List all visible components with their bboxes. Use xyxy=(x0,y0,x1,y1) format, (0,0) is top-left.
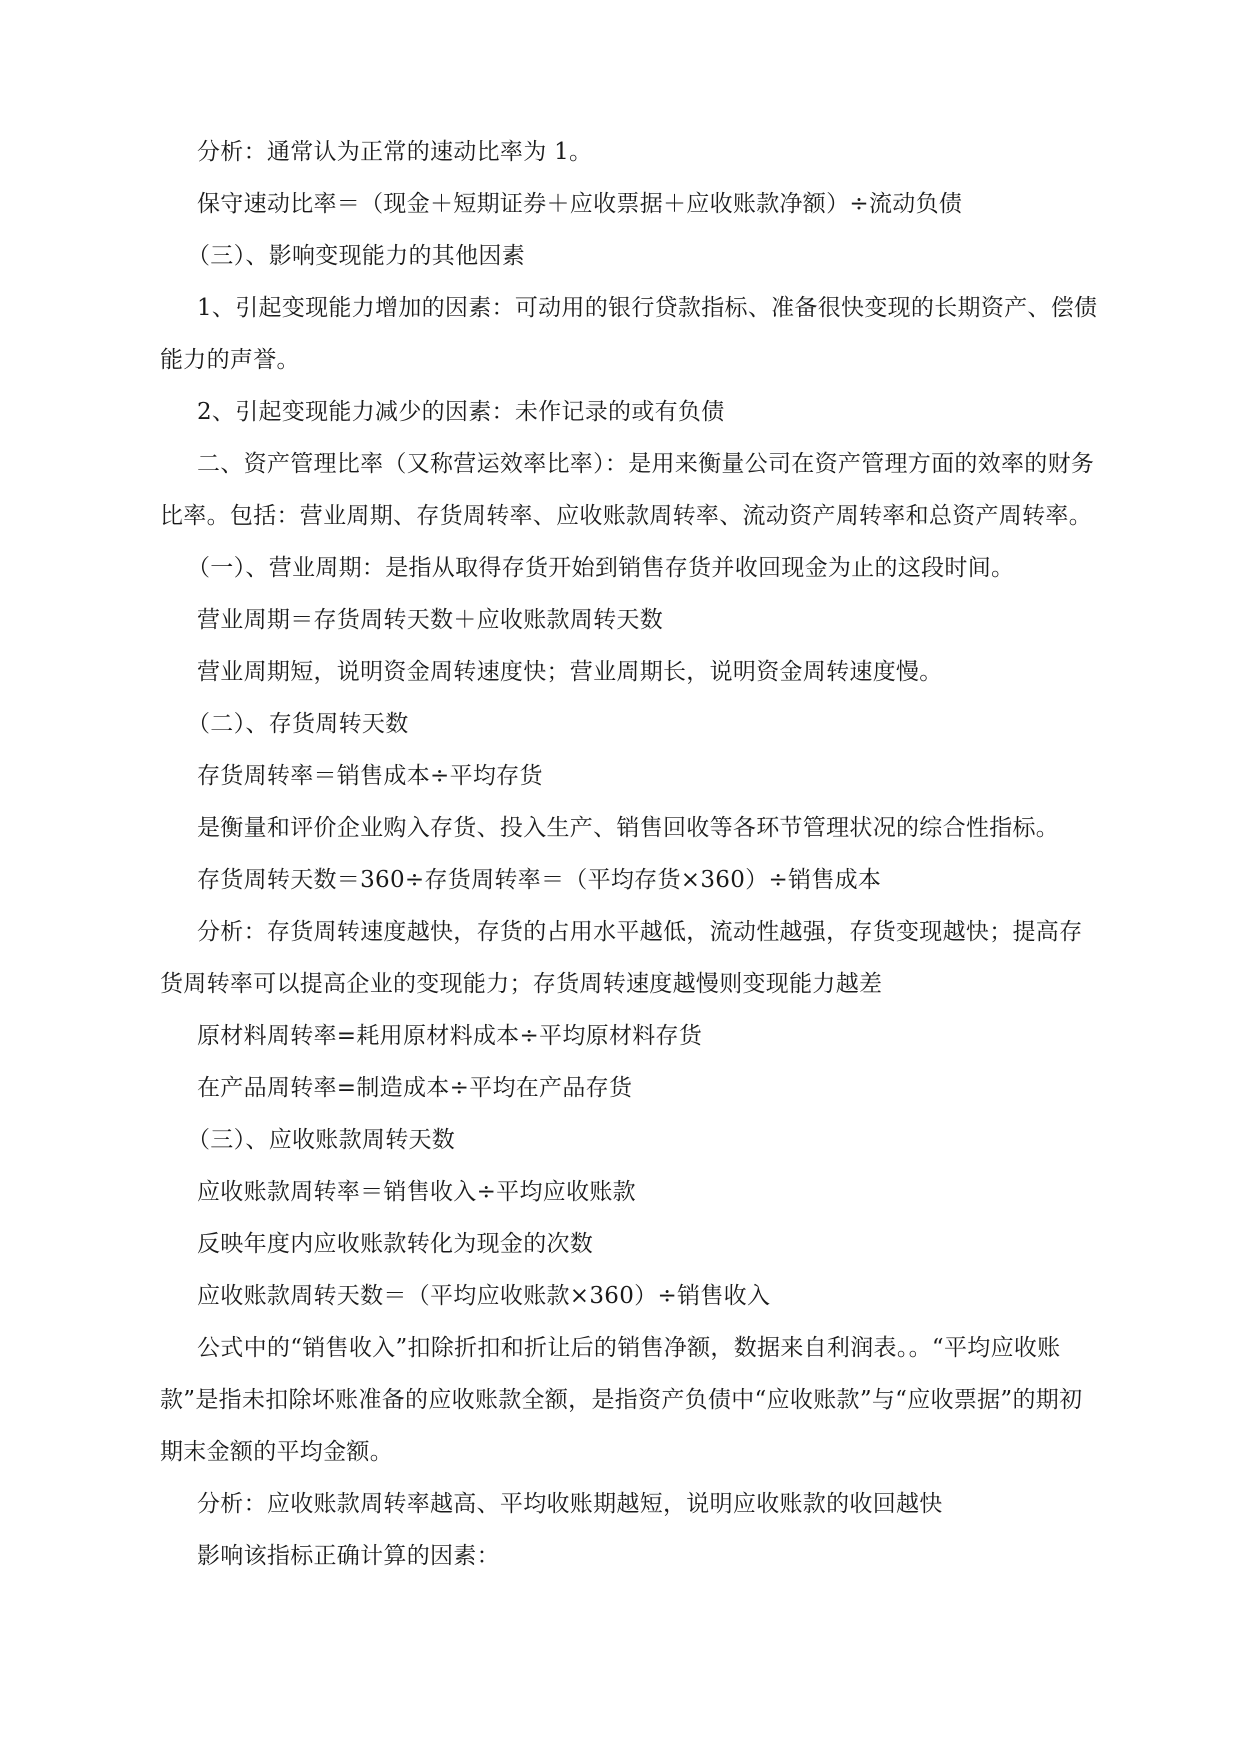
paragraph-receivables-turnover-formula: 应收账款周转率＝销售收入÷平均应收账款 xyxy=(197,1179,636,1205)
paragraph-receivables-turnover-description: 反映年度内应收账款转化为现金的次数 xyxy=(197,1231,594,1257)
paragraph-receivables-turnover-analysis: 分析：应收账款周转率越高、平均收账期越短，说明应收账款的收回越快 xyxy=(197,1491,943,1517)
paragraph-inventory-turnover-days-formula: 存货周转天数＝360÷存货周转率＝（平均存货×360）÷销售成本 xyxy=(197,867,882,893)
paragraph-inventory-turnover-formula: 存货周转率＝销售成本÷平均存货 xyxy=(197,763,543,789)
section-heading-asset-management-ratios: 二、资产管理比率（又称营运效率比率）：是用来衡量公司在资产管理方面的效率的财务比率。包括：营业周期、存货周转率、应收账款周转率、流动资产周转率和总资产周转率。 xyxy=(160,451,1095,529)
paragraph-inventory-turnover-description: 是衡量和评价企业购入存货、投入生产、销售回收等各环节管理状况的综合性指标。 xyxy=(197,815,1060,841)
section-heading-receivables-turnover-days: （三）、应收账款周转天数 xyxy=(187,1127,456,1153)
paragraph-raw-material-turnover-formula: 原材料周转率=耗用原材料成本÷平均原材料存货 xyxy=(197,1023,703,1049)
paragraph-receivables-turnover-days-formula: 应收账款周转天数＝（平均应收账款×360）÷销售收入 xyxy=(197,1283,771,1309)
paragraph-quick-ratio-analysis: 分析：通常认为正常的速动比率为 1。 xyxy=(197,139,593,165)
paragraph-liquidity-decrease-factors: 2、引起变现能力减少的因素：未作记录的或有负债 xyxy=(197,399,725,425)
paragraph-operating-cycle-formula: 营业周期＝存货周转天数＋应收账款周转天数 xyxy=(197,607,663,633)
paragraph-operating-cycle-analysis: 营业周期短，说明资金周转速度快；营业周期长，说明资金周转速度慢。 xyxy=(197,659,943,685)
paragraph-wip-turnover-formula: 在产品周转率=制造成本÷平均在产品存货 xyxy=(197,1075,633,1101)
section-heading-operating-cycle: （一）、营业周期：是指从取得存货开始到销售存货并收回现金为止的这段时间。 xyxy=(187,555,1015,581)
paragraph-calculation-factors-heading: 影响该指标正确计算的因素： xyxy=(197,1543,500,1569)
paragraph-conservative-quick-ratio-formula: 保守速动比率＝（现金＋短期证券＋应收票据＋应收账款净额）÷流动负债 xyxy=(197,191,963,217)
section-heading-inventory-turnover-days: （二）、存货周转天数 xyxy=(187,711,409,737)
section-heading-other-liquidity-factors: （三）、影响变现能力的其他因素 xyxy=(187,243,525,269)
paragraph-receivables-formula-notes: 公式中的“销售收入”扣除折扣和折让后的销售净额，数据来自利润表。。“平均应收账款”是指未扣除坏账准备的应收账款全额，是指资产负债中“应收账款”与“应收票据”的期初期末金额的平均金额。 xyxy=(160,1335,1083,1465)
paragraph-inventory-turnover-analysis: 分析：存货周转速度越快，存货的占用水平越低，流动性越强，存货变现越快；提高存货周转率可以提高企业的变现能力；存货周转速度越慢则变现能力越差 xyxy=(160,919,1083,997)
paragraph-liquidity-increase-factors: 1、引起变现能力增加的因素：可动用的银行贷款指标、准备很快变现的长期资产、偿债能力的声誉。 xyxy=(160,295,1098,373)
